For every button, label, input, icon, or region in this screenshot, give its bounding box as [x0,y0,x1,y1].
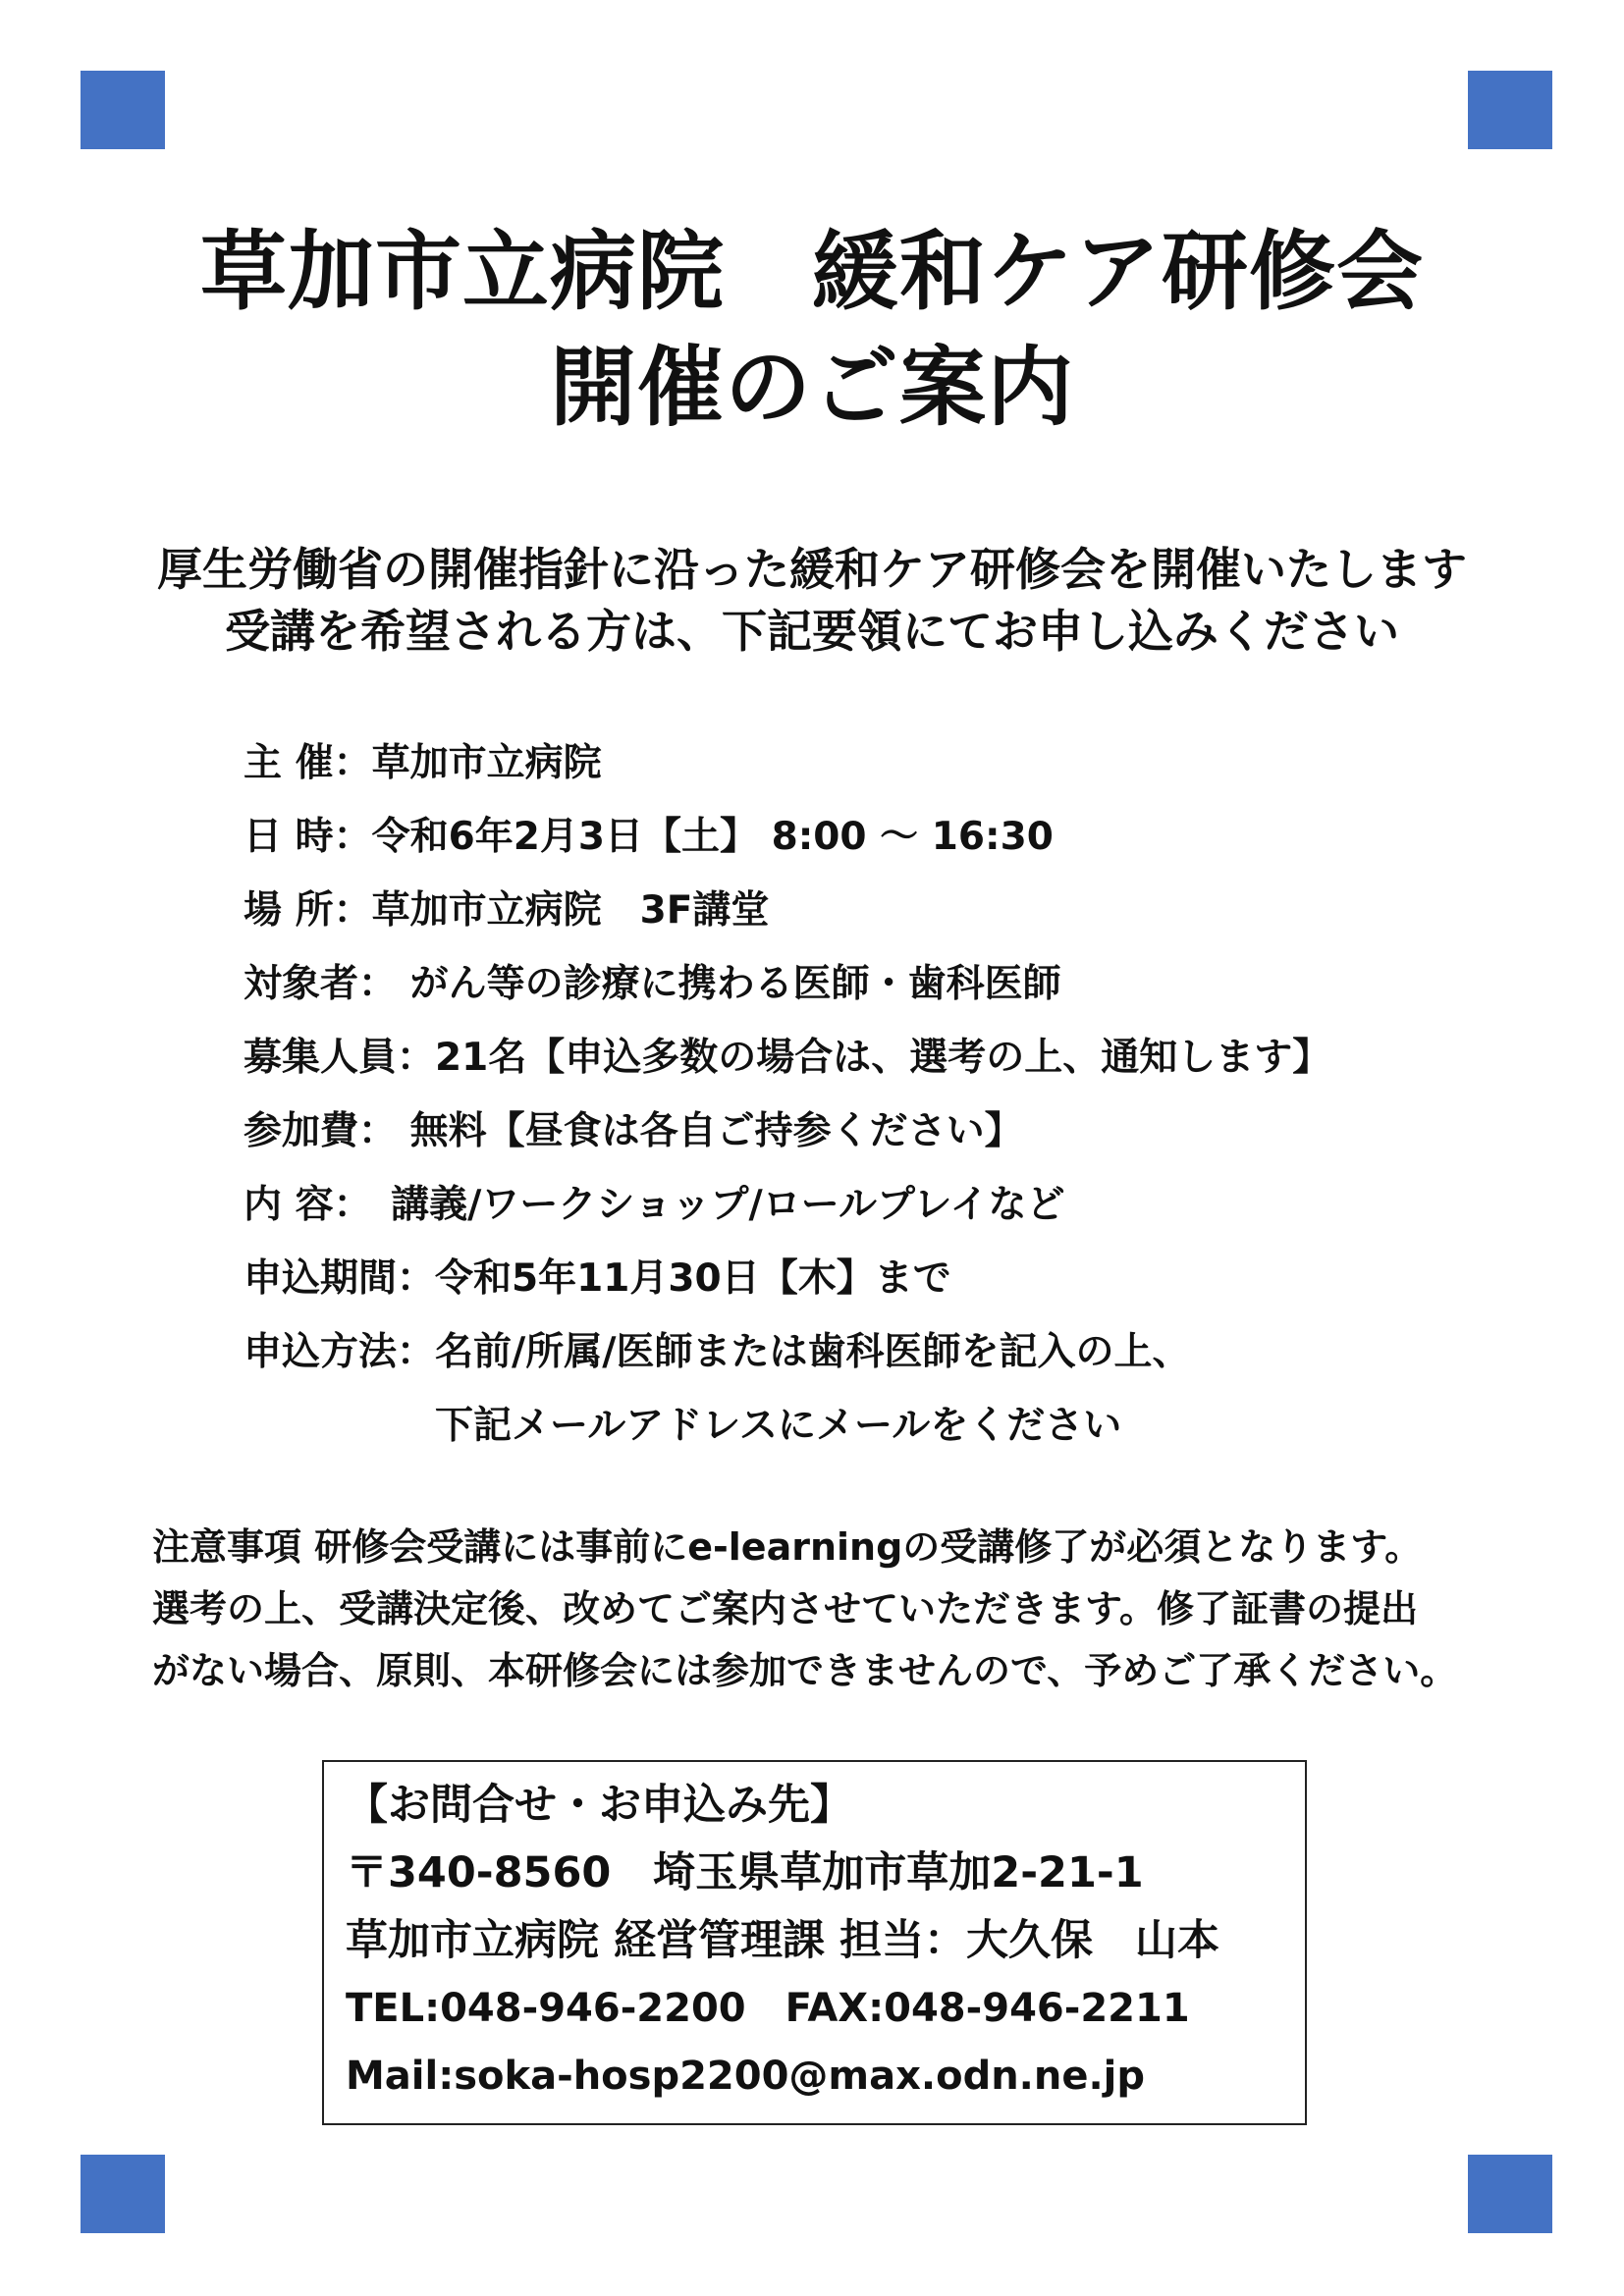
detail-label: 対象者： [244,962,398,1006]
corner-square-top-left [81,71,165,149]
note-line-1: 注意事項 研修会受講には事前にe-learningの受講修了が必須となります。 [152,1525,1423,1569]
detail-organizer [244,726,1422,800]
contact-phone: TEL:048-946-2200 FAX:048-946-2211 [346,1986,1190,2031]
contact-department: 草加市立病院 経営管理課 担当：大久保 山本 [346,1916,1219,1965]
detail-value: がん等の診療に携わる医師・歯科医師 [397,962,1061,1006]
contact-address: 〒340-8560 埼玉県草加市草加2-21-1 [346,1848,1144,1897]
note-line-3: がない場合、原則、本研修会には参加できませんので、予めご了承ください。 [152,1649,1458,1692]
detail-venue [244,874,1422,947]
detail-label: 内 容： [244,1183,353,1227]
note-line-2: 選考の上、受講決定後、改めてご案内させていただきます。修了証書の提出 [152,1587,1418,1630]
detail-label: 申込期間： [244,1256,436,1301]
detail-application-method [244,1315,1422,1389]
detail-label: 主 催： [244,741,372,785]
detail-label: 申込方法： [244,1330,436,1374]
detail-label: 場 所： [244,888,372,933]
corner-square-bottom-left [81,2155,165,2233]
detail-label: 募集人員： [244,1036,436,1080]
detail-label: 日 時： [244,815,372,859]
detail-value: 令和5年11月30日【木】まで [435,1256,951,1301]
corner-square-top-right [1468,71,1552,149]
detail-label: 参加費： [244,1109,398,1153]
detail-fee [244,1095,1422,1168]
detail-datetime [244,800,1422,874]
contact-heading: 【お問合せ・お申込み先】 [346,1781,852,1830]
intro-line-1: 厚生労働省の開催指針に沿った緩和ケア研修会を開催いたします [157,543,1467,596]
page-title: 草加市立病院 緩和ケア研修会 [199,221,1424,322]
detail-value: 草加市立病院 3F講堂 [371,888,770,933]
detail-value: 無料【昼食は各自ご持参ください】 [397,1109,1023,1153]
detail-content [244,1168,1422,1242]
detail-value: 21名【申込多数の場合は、選考の上、通知します】 [435,1036,1331,1080]
detail-application-method-continued: 下記メールアドレスにメールをください [435,1404,1122,1448]
page-subtitle: 開催のご案内 [549,337,1074,438]
corner-square-bottom-right [1468,2155,1552,2233]
detail-value: 草加市立病院 [371,741,602,785]
detail-value: 名前/所属/医師または歯科医師を記入の上、 [435,1330,1191,1374]
detail-application-period [244,1242,1422,1315]
contact-email[interactable]: Mail:soka-hosp2200@max.odn.ne.jp [346,2054,1146,2099]
contact-box [322,1760,1307,2125]
detail-capacity [244,1021,1422,1095]
detail-target [244,947,1422,1021]
detail-value: 令和6年2月3日【土】 8:00 ～ 16:30 [371,815,1054,859]
details-list [244,726,1422,1463]
notes-section [152,1517,1527,1702]
detail-value: 講義/ワークショップ/ロールプレイなど [352,1183,1065,1227]
intro-line-2: 受講を希望される方は、下記要領にてお申し込みください [225,605,1399,658]
